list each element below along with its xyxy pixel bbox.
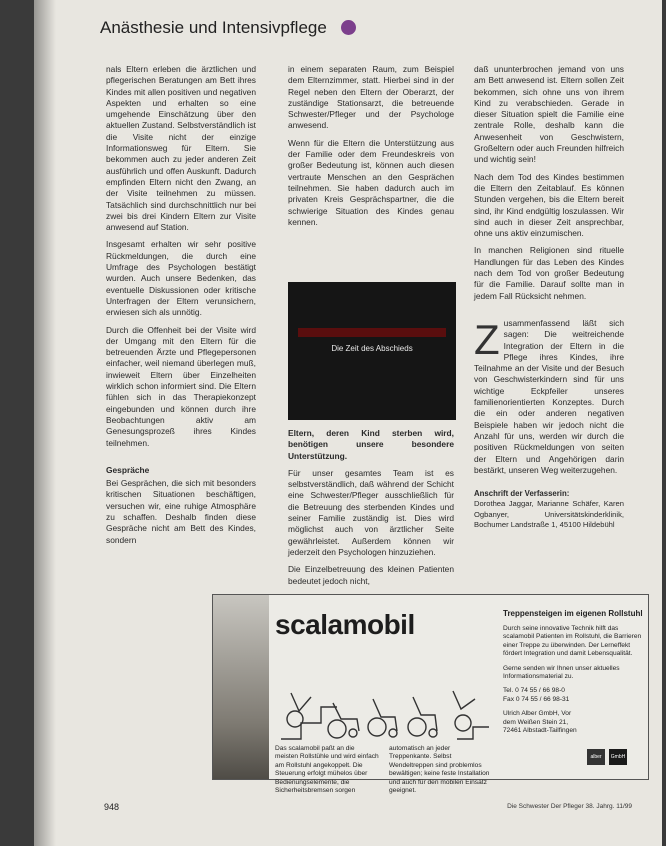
authors-heading: Anschrift der Verfasserin: (474, 489, 570, 499)
text-column-2-lower (288, 428, 454, 587)
magazine-page (34, 0, 662, 846)
ad-fax: Fax 0 74 55 / 66 98-31 (503, 695, 570, 703)
paragraph-emphasis: Eltern, deren Kind sterben wird, benötigen unsere besondere Unterstützung. (288, 428, 454, 461)
ad-body: Durch seine innovative Technik hilft das scalamobil Patienten im Rollstuhl, die Barrieren einer Treppe zu überwinden. Der Lerneffekt fördert Integration und damit Lebensqualität. (503, 625, 642, 658)
paragraph: Durch die Offenheit bei der Visite wird der Umgang mit den Eltern für die betreuenden Ärzte und Pflegepersonen einfacher, weil niemand überlegen muß, inwieweit Eltern über Einzelheiten wirklich schon informiert sind. Die Eltern fühlen sich in das Therapiekonzept eingebunden und können durch ihre Beobachtungen aktiv am Genesungsprozeß ihres Kindes teilnehmen. (106, 324, 256, 448)
paragraph: in einem separaten Raum, zum Beispiel dem Elternzimmer, statt. Hierbei sind in der Regel neben den Eltern der Oberarzt, der zuständige Stationsarzt, die betreuende Schwester/Pfleger und der Psychologe anwesend. (288, 64, 454, 131)
section-accent-dot (341, 20, 356, 35)
ad-person-photo (213, 595, 269, 779)
text-column-3 (474, 64, 624, 531)
ad-company: Ulrich Alber GmbH, Vor dem Weißen Stein 21, 72461 Albstadt-Tailfingen (503, 710, 577, 735)
paragraph: Die Einzelbetreuung des kleinen Patienten bedeutet jedoch nicht, (288, 564, 454, 586)
ad-headline: Treppensteigen im eigenen Rollstuhl (503, 609, 643, 618)
ad-body: Gerne senden wir Ihnen unser aktuelles Informationsmaterial zu. (503, 664, 620, 681)
text-column-2 (288, 64, 454, 228)
paragraph: Nach dem Tod des Kindes bestimmen die Eltern den Zeitablauf. Es können Stunden vergehen, bis die Eltern bereit sind, ihr Kind endgültig loszulassen. Wir sind auch in dieser Zeit ansprechbar, ohne uns aktiv einzumischen. (474, 171, 624, 239)
alber-logo-icon: alber (587, 749, 605, 765)
photo-caption: Die Zeit des Abschieds (331, 344, 413, 353)
ad-contact-block (503, 609, 643, 735)
authors-address: Dorothea Jaggar, Marianne Schäfer, Karen Ogbanyer, Universitätskinderklinik, Bochumer Landstraße 1, 45100 Hildebühl (474, 499, 624, 530)
paragraph: Wenn für die Eltern die Unterstützung aus der Familie oder dem Freundeskreis von großer Bedeutung ist, können auch diesen vertraute Menschen an den Gesprächen teilnehmen. Sie haben dadurch auch im privaten Kreis Gesprächspartner, die die schwierige Situation des Kindes genau kennen. (288, 137, 454, 227)
footer-source: Die Schwester Der Pfleger 38. Jahrg. 11/99 (507, 803, 632, 810)
paragraph: Für unser gesamtes Team ist es selbstverständlich, daß während der Schicht eine Schwester/Pfleger ausschließlich für die Betreuung des sterbenden Kindes und seiner Familie zuständig ist. Dies wird möglichst auch von ärztlicher Seite gewährleistet. Außerdem können wir jederzeit den Psychologen hinzuziehen. (288, 467, 454, 557)
ad-logo: scalamobil (275, 609, 415, 640)
photo-banner (298, 328, 446, 337)
wheelchair-stair-illustration (277, 653, 491, 745)
paragraph: In manchen Religionen sind rituelle Handlungen für das Leben des Kindes nach dem Tod von großer Bedeutung für die Familie. Darauf sollte man in jedem Fall Rücksicht nehmen. (474, 245, 624, 301)
ad-phone: Tel. 0 74 55 / 66 98-0 (503, 687, 565, 695)
paragraph: nals Eltern erleben die ärztlichen und pflegerischen Beratungen am Bett ihres Kindes mit allen positiven und negativen Aspekten und erhalten so eine umgehende Einschätzung über den aktuellen Zustand. Selbstverständlich ist die Visite nicht der einzige Informationsweg für Eltern. Sie bekommen auch zu jeder anderen Zeit ausführlich und offen Auskunft. Dadurch empfinden Eltern nicht den Zwang, an der Visite teilnehmen zu müssen. Tatsächlich sind durchschnittlich nur bei zwei bis drei Kindern Eltern zur Visite anwesend auf Station. (106, 64, 256, 233)
scalamobil-advertisement (212, 594, 649, 795)
subheading-gespraeche: Gespräche (106, 464, 150, 475)
paragraph: Insgesamt erhalten wir sehr positive Rückmeldungen, die durch eine Umfrage des Psychologen bestätigt wurden. Auch unsere Bedenken, das eventuelle Diskussionen oder kritische Unterfragen der Eltern verunsichern, erwiesen sich als unnötig. (106, 239, 256, 318)
paragraph: Bei Gesprächen, die sich mit besonders kritischen Situationen beschäftigen, versuchen wir, eine ruhige Atmosphäre zu schaffen. Deshalb finden diese Gespräche nicht am Bett des Kindes, sondern (106, 478, 256, 545)
drop-cap: Z (474, 315, 500, 363)
company-badge-icon: GmbH (609, 749, 627, 765)
paragraph: daß ununterbrochen jemand von uns am Bett anwesend ist. Eltern sollen Zeit bekommen, sich ohne uns von ihrem Kind zu verabschieden. Gerade in dieser Situation spielt die Familie eine zentrale Rolle, deshalb kann die Anwesenheit von Geschwistern, Großeltern oder auch Freunden hilfreich und wichtig sein! (474, 64, 624, 165)
page-number: 948 (104, 802, 120, 812)
article-photo (288, 282, 456, 420)
paragraph-summary: usammenfassend läßt sich sagen: Die weitreichende Integration der Eltern in die Pflege ihres Kindes, ihre Teilnahme an der Visite und der Besuch von Geschwisterkindern sind für uns wichtige Eckpfeiler unseres familienorientierten Konzeptes. Durch die ein oder anderen negativen Beispiele haben wir jedoch nicht die Anzahl für uns, werden wir durch die positiven Rückmeldungen von seiten der Eltern und Angehörigen darin bestärkt, unseren Weg weiterzugehen. (474, 317, 624, 475)
ad-description: Das scalamobil paßt an die meisten Rollstühle und wird einfach am Rollstuhl angekoppelt. Die Steuerung erfolgt mühelos über Bedienungselemente, die Sicherheitsbremsen sorgen automatisch an jeder Treppenkante. Selbst Wendeltreppen sind problemlos bewältigen; keine feste Installation und auch für den mobilen Einsatz geeignet. (275, 745, 490, 795)
section-title: Anästhesie und Intensivpflege (100, 18, 327, 37)
text-column-1 (106, 64, 256, 546)
